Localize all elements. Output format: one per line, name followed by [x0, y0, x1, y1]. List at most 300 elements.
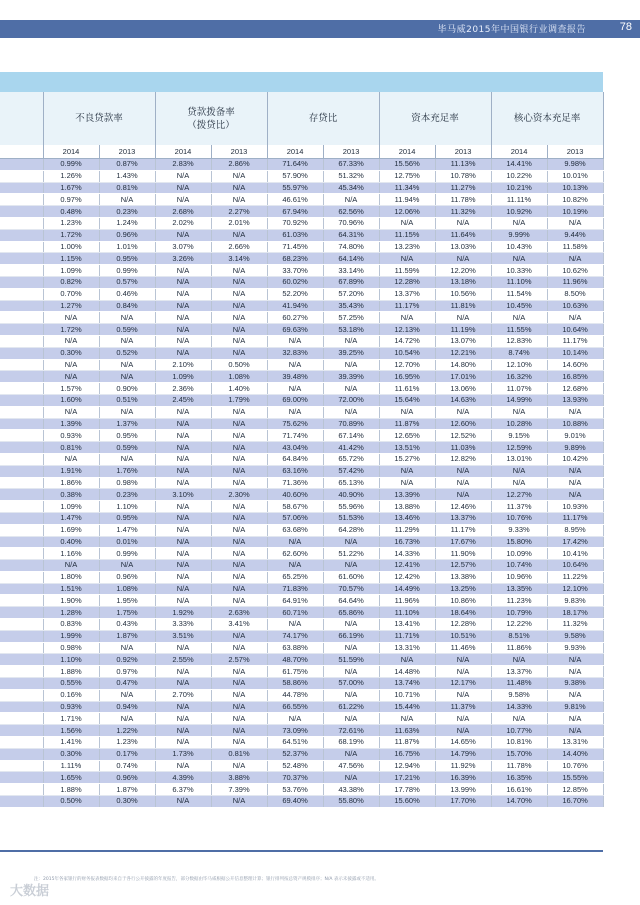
table-cell: N/A — [491, 253, 547, 265]
table-cell: 1.27% — [43, 300, 99, 312]
table-cell: 0.83% — [43, 619, 99, 631]
table-cell: 62.60% — [267, 548, 323, 560]
table-row — [0, 418, 603, 430]
table-cell: 32.83% — [267, 347, 323, 359]
table-row — [0, 512, 603, 524]
table-cell: 10.86% — [435, 595, 491, 607]
table-cell: N/A — [211, 737, 267, 749]
table-cell: 1.57% — [43, 383, 99, 395]
table-cell: 16.32% — [491, 371, 547, 383]
table-cell: 11.71% — [379, 630, 435, 642]
table-cell: N/A — [379, 654, 435, 666]
table-cell: 13.88% — [379, 501, 435, 513]
table-cell: 51.53% — [323, 512, 379, 524]
table-cell: 13.39% — [379, 489, 435, 501]
table-cell: 0.99% — [43, 159, 99, 171]
table-cell: N/A — [435, 713, 491, 725]
table-cell: 1.09% — [43, 265, 99, 277]
table-cell: 13.37% — [379, 288, 435, 300]
table-cell: N/A — [267, 335, 323, 347]
table-cell: 70.96% — [323, 217, 379, 229]
table-cell: N/A — [155, 477, 211, 489]
table-cell: N/A — [155, 229, 211, 241]
table-cell: 61.22% — [323, 701, 379, 713]
table-cell: N/A — [211, 300, 267, 312]
table-row — [0, 796, 603, 808]
table-cell: 1.15% — [43, 253, 99, 265]
table-cell: 65.72% — [323, 453, 379, 465]
table-cell: 62.56% — [323, 206, 379, 218]
table-cell: 0.40% — [43, 536, 99, 548]
row-label-cell — [0, 477, 43, 489]
table-cell: 17.70% — [435, 796, 491, 808]
table-row — [0, 159, 603, 171]
table-cell: N/A — [435, 725, 491, 737]
table-cell: N/A — [547, 253, 603, 265]
table-cell: N/A — [211, 666, 267, 678]
table-cell: N/A — [379, 406, 435, 418]
table-cell: 71.74% — [267, 430, 323, 442]
table-cell: 55.96% — [323, 501, 379, 513]
table-cell: N/A — [43, 371, 99, 383]
table-cell: 1.47% — [99, 524, 155, 536]
table-cell: 0.48% — [43, 206, 99, 218]
table-cell: 10.19% — [547, 206, 603, 218]
table-cell: 11.10% — [491, 276, 547, 288]
table-cell: 17.21% — [379, 772, 435, 784]
table-cell: 13.07% — [435, 335, 491, 347]
row-label-cell — [0, 371, 43, 383]
table-cell: N/A — [43, 560, 99, 572]
table-cell: N/A — [211, 170, 267, 182]
table-cell: 9.99% — [491, 229, 547, 241]
table-cell: N/A — [211, 324, 267, 336]
row-label-cell — [0, 607, 43, 619]
table-cell: 12.13% — [379, 324, 435, 336]
table-cell: 14.41% — [491, 159, 547, 171]
table-cell: 60.71% — [267, 607, 323, 619]
table-cell: 15.70% — [491, 748, 547, 760]
table-cell: 70.37% — [267, 772, 323, 784]
table-cell: N/A — [267, 383, 323, 395]
table-cell: 11.87% — [379, 737, 435, 749]
table-row — [0, 607, 603, 619]
table-cell: 11.48% — [491, 678, 547, 690]
table-cell: N/A — [211, 571, 267, 583]
row-label-cell — [0, 760, 43, 772]
row-label-cell — [0, 253, 43, 265]
table-row — [0, 725, 603, 737]
table-row — [0, 288, 603, 300]
table-cell: 10.42% — [547, 453, 603, 465]
table-cell: N/A — [43, 359, 99, 371]
table-cell: 10.92% — [491, 206, 547, 218]
row-label-cell — [0, 206, 43, 218]
table-row — [0, 737, 603, 749]
table-cell: N/A — [99, 359, 155, 371]
table-cell: N/A — [267, 713, 323, 725]
row-label-cell — [0, 630, 43, 642]
table-cell: 14.65% — [435, 737, 491, 749]
table-cell: N/A — [155, 312, 211, 324]
table-cell: 12.75% — [379, 170, 435, 182]
table-cell: 1.22% — [99, 725, 155, 737]
table-cell: 1.43% — [99, 170, 155, 182]
table-cell: 17.42% — [547, 536, 603, 548]
table-cell: 2.45% — [155, 394, 211, 406]
table-cell: 0.98% — [99, 477, 155, 489]
table-cell: 72.61% — [323, 725, 379, 737]
table-cell: 0.59% — [99, 442, 155, 454]
table-cell: 17.78% — [379, 784, 435, 796]
table-cell: 2.63% — [211, 607, 267, 619]
table-cell: 2.55% — [155, 654, 211, 666]
table-cell: 11.58% — [547, 241, 603, 253]
table-cell: 18.64% — [435, 607, 491, 619]
table-cell: 0.99% — [99, 548, 155, 560]
table-cell: N/A — [155, 194, 211, 206]
table-cell: 1.41% — [43, 737, 99, 749]
table-cell: 52.37% — [267, 748, 323, 760]
table-cell: 1.90% — [43, 595, 99, 607]
table-row — [0, 335, 603, 347]
table-cell: 12.22% — [491, 619, 547, 631]
table-cell: N/A — [155, 347, 211, 359]
table-row — [0, 206, 603, 218]
table-cell: N/A — [211, 595, 267, 607]
table-row — [0, 501, 603, 513]
table-cell: 11.07% — [491, 383, 547, 395]
table-cell: 12.83% — [491, 335, 547, 347]
table-cell: 13.18% — [435, 276, 491, 288]
table-cell: N/A — [211, 276, 267, 288]
table-cell: N/A — [379, 465, 435, 477]
table-cell: N/A — [43, 406, 99, 418]
table-cell: 11.86% — [491, 642, 547, 654]
table-cell: 2.57% — [211, 654, 267, 666]
table-cell: 0.50% — [211, 359, 267, 371]
table-cell: 47.56% — [323, 760, 379, 772]
table-cell: 46.61% — [267, 194, 323, 206]
table-cell: 0.57% — [99, 276, 155, 288]
table-cell: 35.43% — [323, 300, 379, 312]
table-cell: 11.22% — [547, 571, 603, 583]
table-cell: N/A — [435, 654, 491, 666]
row-label-cell — [0, 737, 43, 749]
table-cell: 43.38% — [323, 784, 379, 796]
blank-header-cell — [0, 92, 43, 145]
table-cell: N/A — [211, 583, 267, 595]
table-row — [0, 347, 603, 359]
table-cell: 8.95% — [547, 524, 603, 536]
table-cell: N/A — [211, 347, 267, 359]
row-label-cell — [0, 784, 43, 796]
table-cell: N/A — [491, 477, 547, 489]
table-cell: N/A — [155, 737, 211, 749]
year-header-row — [0, 145, 603, 159]
table-cell: N/A — [155, 324, 211, 336]
table-cell: 52.20% — [267, 288, 323, 300]
table-cell: 11.32% — [547, 619, 603, 631]
table-cell: 0.51% — [99, 394, 155, 406]
table-cell: 1.72% — [43, 229, 99, 241]
year-header: 2013 — [323, 145, 379, 159]
group-header-label: 贷款拨备率 （拨贷比） — [187, 106, 235, 131]
table-cell: 53.76% — [267, 784, 323, 796]
table-cell: 11.54% — [491, 288, 547, 300]
table-cell: 64.31% — [323, 229, 379, 241]
table-cell: N/A — [267, 359, 323, 371]
table-cell: 0.94% — [99, 701, 155, 713]
table-cell: 11.17% — [547, 335, 603, 347]
table-cell: 1.11% — [43, 760, 99, 772]
group-header-label: 核心资本充足率 — [513, 113, 581, 124]
table-cell: N/A — [155, 583, 211, 595]
table-cell: N/A — [491, 465, 547, 477]
table-cell: 71.64% — [267, 159, 323, 171]
table-cell: 11.96% — [379, 595, 435, 607]
table-cell: 14.79% — [435, 748, 491, 760]
table-cell: 10.88% — [547, 418, 603, 430]
table-cell: 0.90% — [99, 383, 155, 395]
group-header-label: 资本充足率 — [411, 113, 459, 124]
table-cell: 4.39% — [155, 772, 211, 784]
table-cell: 1.88% — [43, 666, 99, 678]
table-cell: 11.15% — [379, 229, 435, 241]
table-cell: 10.14% — [547, 347, 603, 359]
table-cell: 1.87% — [99, 784, 155, 796]
row-label-cell — [0, 406, 43, 418]
table-cell: 13.46% — [379, 512, 435, 524]
table-cell: 0.55% — [43, 678, 99, 690]
table-cell: 16.35% — [491, 772, 547, 784]
table-cell: 12.20% — [435, 265, 491, 277]
table-cell: N/A — [155, 571, 211, 583]
table-cell: N/A — [211, 288, 267, 300]
table-cell: N/A — [547, 654, 603, 666]
table-cell: 72.00% — [323, 394, 379, 406]
year-header: 2014 — [491, 145, 547, 159]
table-cell: 2.10% — [155, 359, 211, 371]
table-cell: 3.41% — [211, 619, 267, 631]
table-cell: 57.06% — [267, 512, 323, 524]
table-cell: N/A — [211, 194, 267, 206]
table-cell: 3.26% — [155, 253, 211, 265]
table-cell: N/A — [211, 796, 267, 808]
table-cell: 0.98% — [43, 642, 99, 654]
table-cell: 63.68% — [267, 524, 323, 536]
row-label-cell — [0, 571, 43, 583]
table-cell: 63.88% — [267, 642, 323, 654]
table-cell: 10.22% — [491, 170, 547, 182]
table-cell: 67.33% — [323, 159, 379, 171]
table-cell: 1.75% — [99, 607, 155, 619]
group-header-label: 存贷比 — [308, 113, 338, 124]
table-cell: 1.67% — [43, 182, 99, 194]
table-row — [0, 394, 603, 406]
table-cell: 1.26% — [43, 170, 99, 182]
table-cell: 58.86% — [267, 678, 323, 690]
year-header: 2013 — [547, 145, 603, 159]
table-cell: 10.33% — [491, 265, 547, 277]
table-row — [0, 371, 603, 383]
table-cell: 2.86% — [211, 159, 267, 171]
table-cell: 70.89% — [323, 418, 379, 430]
table-cell: N/A — [211, 335, 267, 347]
table-cell: N/A — [435, 477, 491, 489]
table-cell: 1.37% — [99, 418, 155, 430]
table-cell: 61.60% — [323, 571, 379, 583]
table-cell: 2.27% — [211, 206, 267, 218]
row-label-cell — [0, 713, 43, 725]
table-row — [0, 560, 603, 572]
row-label-cell — [0, 595, 43, 607]
table-cell: 12.10% — [491, 359, 547, 371]
table-cell: 0.23% — [99, 206, 155, 218]
table-cell: N/A — [547, 217, 603, 229]
table-cell: N/A — [379, 312, 435, 324]
table-cell: 33.70% — [267, 265, 323, 277]
table-cell: 1.28% — [43, 607, 99, 619]
table-cell: N/A — [547, 689, 603, 701]
table-row — [0, 524, 603, 536]
table-cell: 64.64% — [323, 595, 379, 607]
table-cell: 13.31% — [547, 737, 603, 749]
row-label-cell — [0, 748, 43, 760]
table-cell: 9.93% — [547, 642, 603, 654]
table-cell: 60.27% — [267, 312, 323, 324]
group-header-npl — [43, 92, 155, 145]
table-cell: 1.09% — [43, 501, 99, 513]
table-cell: 13.37% — [491, 666, 547, 678]
table-row — [0, 654, 603, 666]
table-row — [0, 324, 603, 336]
table-cell: 9.58% — [491, 689, 547, 701]
table-row — [0, 300, 603, 312]
table-row — [0, 536, 603, 548]
table-cell: 12.17% — [435, 678, 491, 690]
row-label-cell — [0, 772, 43, 784]
table-cell: 17.67% — [435, 536, 491, 548]
table-cell: 11.94% — [379, 194, 435, 206]
row-label-cell — [0, 678, 43, 690]
table-row — [0, 630, 603, 642]
table-cell: 16.73% — [379, 536, 435, 548]
table-cell: 64.91% — [267, 595, 323, 607]
table-cell: N/A — [547, 725, 603, 737]
table-cell: 66.19% — [323, 630, 379, 642]
table-cell: 48.70% — [267, 654, 323, 666]
table-cell: 0.59% — [99, 324, 155, 336]
table-cell: 14.60% — [547, 359, 603, 371]
table-cell: 39.48% — [267, 371, 323, 383]
table-body — [0, 159, 603, 808]
table-cell: N/A — [155, 406, 211, 418]
table-cell: N/A — [43, 335, 99, 347]
table-cell: N/A — [491, 217, 547, 229]
table-cell: 3.10% — [155, 489, 211, 501]
table-cell: N/A — [211, 760, 267, 772]
table-cell: N/A — [323, 689, 379, 701]
table-cell: 9.98% — [547, 159, 603, 171]
table-cell: 13.25% — [435, 583, 491, 595]
table-cell: N/A — [435, 666, 491, 678]
header-bar — [0, 20, 640, 38]
table-cell: 0.97% — [43, 194, 99, 206]
table-cell: 12.42% — [379, 571, 435, 583]
table-cell: 0.82% — [43, 276, 99, 288]
group-header-label: 不良贷款率 — [75, 113, 123, 124]
table-cell: 1.00% — [43, 241, 99, 253]
table-cell: N/A — [99, 194, 155, 206]
table-cell: 3.51% — [155, 630, 211, 642]
table-cell: N/A — [155, 276, 211, 288]
row-label-cell — [0, 583, 43, 595]
table-cell: 71.83% — [267, 583, 323, 595]
table-cell: 68.19% — [323, 737, 379, 749]
table-row — [0, 583, 603, 595]
table-cell: 0.81% — [43, 442, 99, 454]
table-cell: 11.96% — [547, 276, 603, 288]
table-cell: 65.86% — [323, 607, 379, 619]
table-cell: 0.38% — [43, 489, 99, 501]
table-cell: 2.83% — [155, 159, 211, 171]
table-cell: 0.30% — [43, 748, 99, 760]
table-cell: 12.70% — [379, 359, 435, 371]
table-cell: N/A — [155, 501, 211, 513]
table-cell: N/A — [99, 453, 155, 465]
table-cell: N/A — [267, 406, 323, 418]
table-cell: 12.10% — [547, 583, 603, 595]
table-cell: 0.43% — [99, 619, 155, 631]
page-number: 78 — [619, 21, 632, 33]
table-cell: 68.23% — [267, 253, 323, 265]
bank-metrics-table — [0, 92, 604, 808]
table-cell: 1.99% — [43, 630, 99, 642]
table-cell: 10.41% — [547, 548, 603, 560]
table-cell: 51.22% — [323, 548, 379, 560]
row-label-cell — [0, 276, 43, 288]
table-cell: 67.89% — [323, 276, 379, 288]
table-cell: 74.80% — [323, 241, 379, 253]
row-label-cell — [0, 335, 43, 347]
table-cell: 71.45% — [267, 241, 323, 253]
table-cell: 41.42% — [323, 442, 379, 454]
table-cell: 11.17% — [435, 524, 491, 536]
table-cell: 1.16% — [43, 548, 99, 560]
year-header: 2014 — [379, 145, 435, 159]
table-cell: N/A — [155, 536, 211, 548]
table-cell: 1.87% — [99, 630, 155, 642]
table-cell: N/A — [547, 312, 603, 324]
table-cell: 39.25% — [323, 347, 379, 359]
table-cell: N/A — [211, 713, 267, 725]
table-cell: N/A — [211, 501, 267, 513]
table-cell: 0.87% — [99, 159, 155, 171]
row-label-cell — [0, 265, 43, 277]
table-cell: 16.61% — [491, 784, 547, 796]
table-cell: 11.61% — [379, 383, 435, 395]
table-cell: N/A — [379, 713, 435, 725]
table-cell: N/A — [211, 701, 267, 713]
table-cell: N/A — [155, 465, 211, 477]
table-cell: 0.17% — [99, 748, 155, 760]
table-cell: 67.94% — [267, 206, 323, 218]
table-cell: N/A — [547, 465, 603, 477]
table-cell: 40.60% — [267, 489, 323, 501]
table-cell: 14.70% — [491, 796, 547, 808]
table-cell: 10.93% — [547, 501, 603, 513]
